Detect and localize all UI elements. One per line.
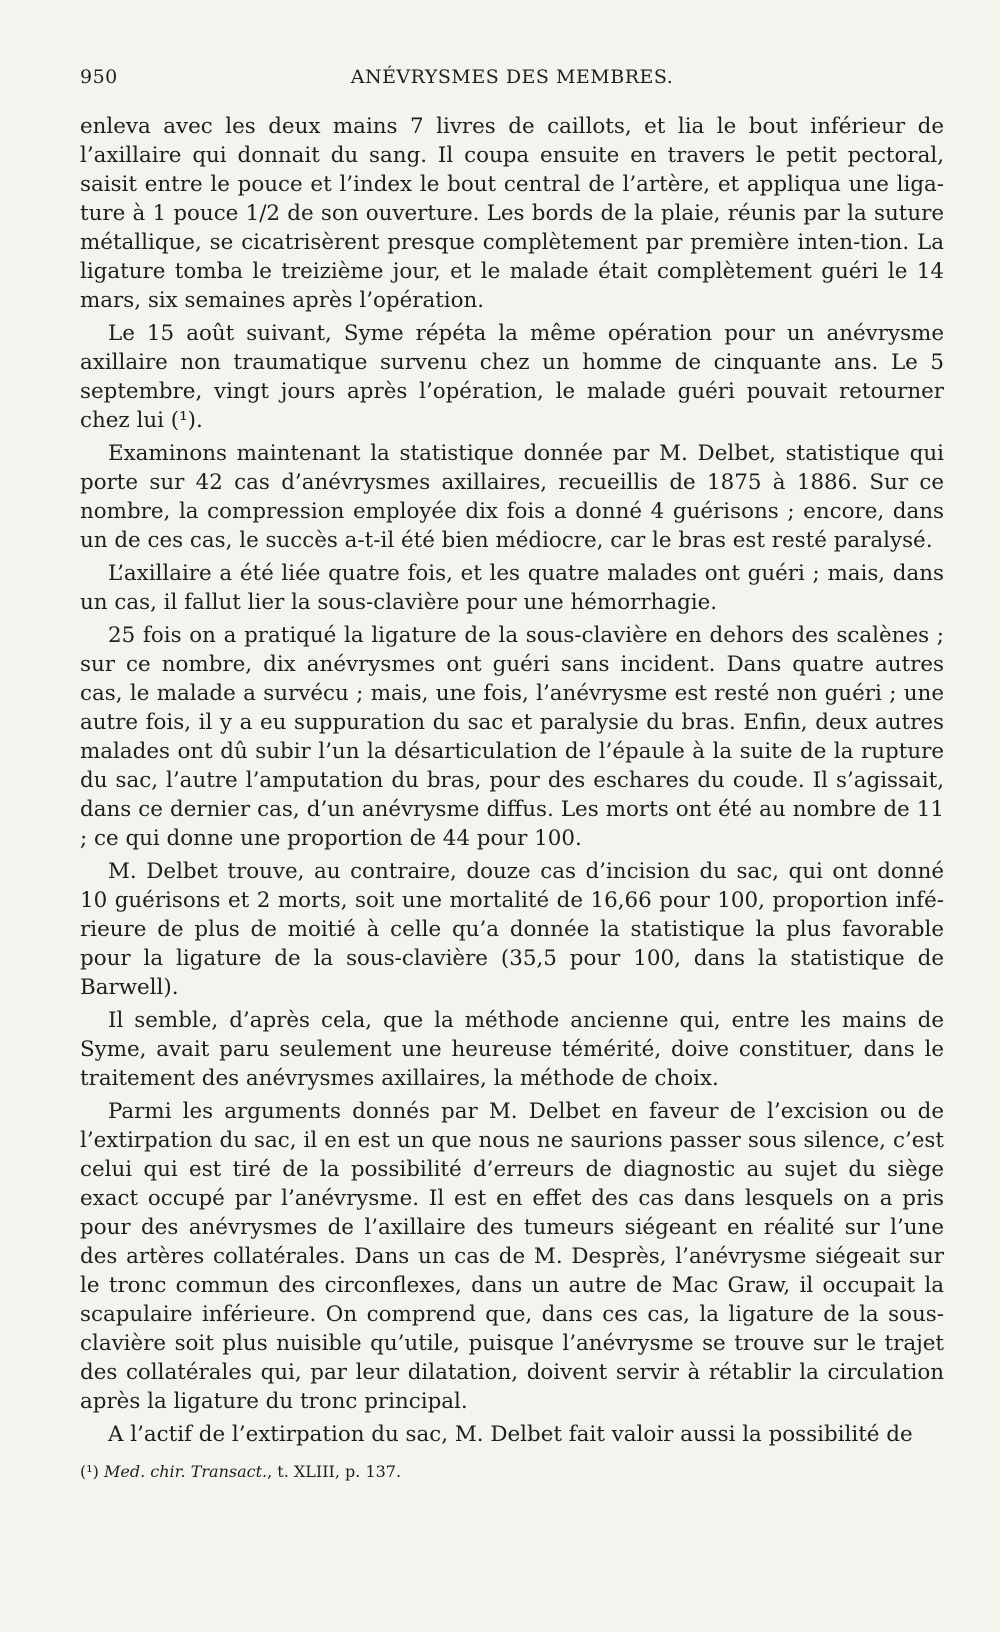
page-number: 950 [80,66,118,88]
paragraph: Le 15 août suivant, Syme répéta la même opération pour un anévrysme axillaire non traumatique survenu chez un homme de cinquante ans. Le 5 septembre, vingt jours après l’opération, le malade guéri pouvait retourner chez lui (¹). [80,321,944,433]
paragraph: Il semble, d’après cela, que la méthode ancienne qui, entre les mains de Syme, avait paru seulement une heureuse témérité, doive constituer, dans le traitement des anévrysmes axillaires, la méthode de choix. [80,1008,944,1091]
book-page [0,66,1000,1632]
paragraph: Examinons maintenant la statistique donnée par M. Delbet, statistique qui porte sur 42 cas d’anévrysmes axillaires, recueillis de 1875 à 1886. Sur ce nombre, la compression employée dix fois a donné 4 guérisons ; encore, dans un de ces cas, le succès a-t-il été bien médiocre, car le bras est resté paralysé. [80,441,944,553]
paragraph: enleva avec les deux mains 7 livres de caillots, et lia le bout inférieur de l’axillaire qui donnait du sang. Il coupa ensuite en travers le petit pectoral, saisit entre le pouce et l’index le bout central de l’artère, et appliqua une liga-ture à 1 pouce 1/2 de son ouverture. Les bords de la plaie, réunis par la suture métallique, se cicatrisèrent presque complètement par première inten-tion. La ligature tomba le treizième jour, et le malade était complètement guéri le 14 mars, six semaines après l’opération. [80,114,944,313]
paragraph: L’axillaire a été liée quatre fois, et les quatre malades ont guéri ; mais, dans un cas, il fallut lier la sous-clavière pour une hémorrhagie. [80,561,944,615]
footnote-marker: (¹) [80,1462,99,1481]
paragraph: 25 fois on a pratiqué la ligature de la sous-clavière en dehors des scalènes ; sur ce nombre, dix anévrysmes ont guéri sans incident. Dans quatre autres cas, le malade a survécu ; mais, une fois, l’anévrysme est resté non guéri ; une autre fois, il y a eu suppuration du sac et paralysie du bras. Enfin, deux autres malades ont dû subir l’un la désarticulation de l’épaule à la suite de la rupture du sac, l’autre l’amputation du bras, pour des eschares du coude. Il s’agissait, dans ce dernier cas, d’un anévrysme diffus. Les morts ont été au nombre de 11 ; ce qui donne une proportion de 44 pour 100. [80,623,944,851]
footnote [80,1461,944,1483]
footnote-reference: , t. XLIII, p. 137. [267,1462,402,1481]
paragraph: Parmi les arguments donnés par M. Delbet en faveur de l’excision ou de l’extirpation du sac, il en est un que nous ne saurions passer sous silence, c’est celui qui est tiré de la possibilité d’erreurs de diagnostic au sujet du siège exact occupé par l’anévrysme. Il est en effet des cas dans lesquels on a pris pour des anévrysmes de l’axillaire des tumeurs siégeant en réalité sur l’une des artères collatérales. Dans un cas de M. Desprès, l’anévrysme siégeait sur le tronc commun des circonflexes, dans un autre de Mac Graw, il occupait la scapulaire inférieure. On comprend que, dans ces cas, la ligature de la sous-clavière soit plus nuisible qu’utile, puisque l’anévrysme se trouve sur le trajet des collatérales qui, par leur dilatation, doivent servir à rétablir la circulation après la ligature du tronc principal. [80,1099,944,1414]
running-head: ANÉVRYSMES DES MEMBRES. [350,66,674,88]
footnote-source: Med. chir. Transact. [104,1462,268,1481]
page-header [80,66,944,112]
paragraph: M. Delbet trouve, au contraire, douze cas d’incision du sac, qui ont donné 10 guérisons et 2 morts, soit une mortalité de 16,66 pour 100, proportion infé-rieure de plus de moitié à celle qu’a donnée la statistique la plus favorable pour la ligature de la sous-clavière (35,5 pour 100, dans la statistique de Barwell). [80,859,944,1000]
paragraph: A l’actif de l’extirpation du sac, M. Delbet fait valoir aussi la possibilité de [108,1422,913,1447]
body-text [80,112,944,1449]
